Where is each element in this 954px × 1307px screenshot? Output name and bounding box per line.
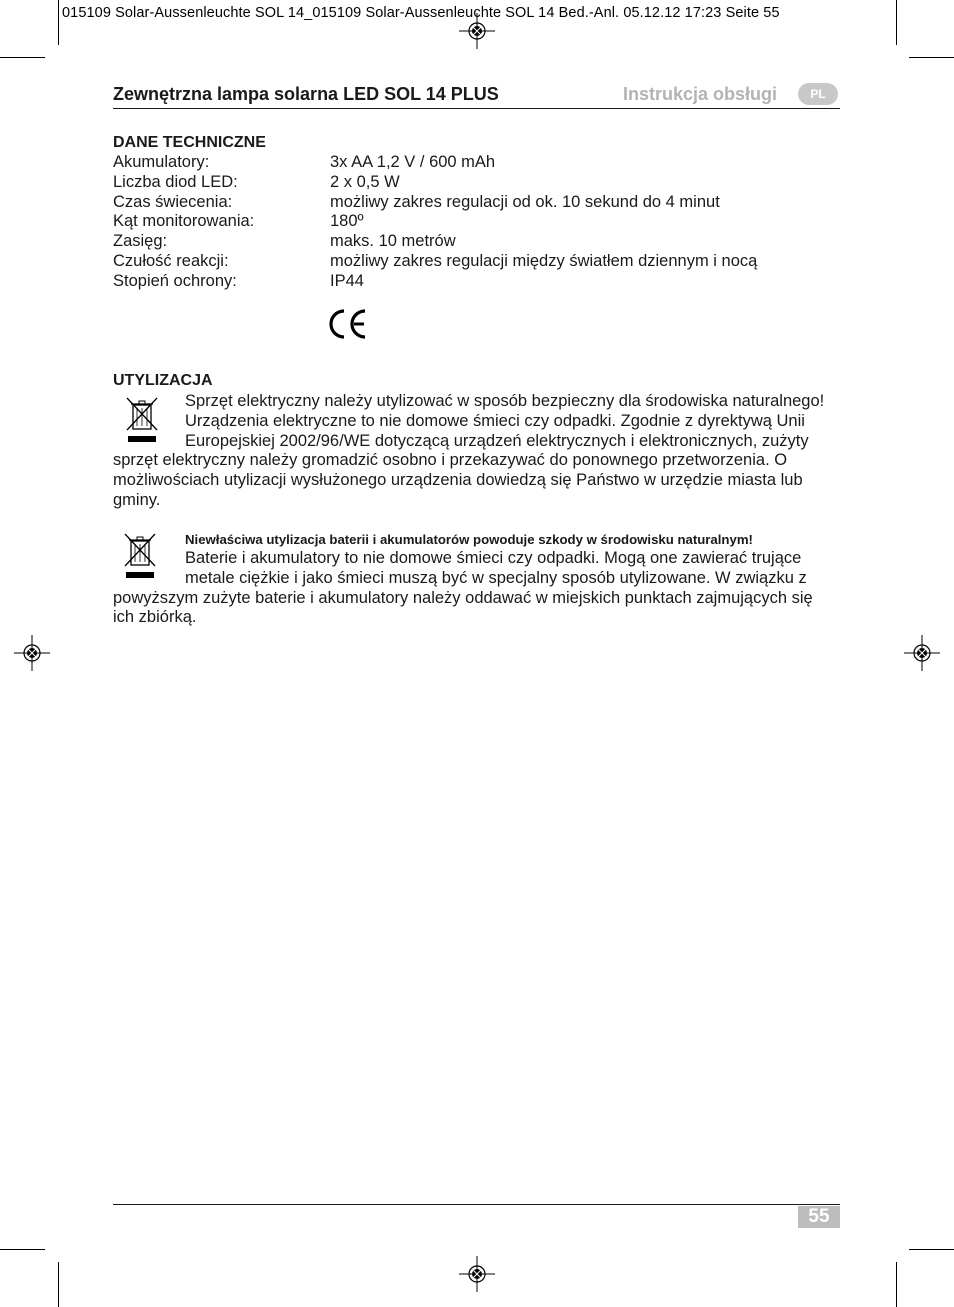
spec-label: Zasięg: [113,232,168,251]
text-line: metale ciężkie i jako śmieci muszą być w specjalny sposób utylizowane. W związku z [185,568,807,587]
text-line: możliwościach utylizacji wysłużonego urządzenia dowiedzą się Państwo w urzędzie miasta lub [113,471,803,490]
spec-label: Czas świecenia: [113,192,233,211]
registration-mark-icon [14,635,50,671]
print-slug: 015109 Solar-Aussenleuchte SOL 14_015109 Solar-Aussenleuchte SOL 14 Bed.-Anl. 05.12.12 17:23 Seite 55 [62,5,780,21]
language-badge: PL [798,83,838,105]
spec-label: Stopień ochrony: [113,271,237,290]
registration-mark-icon [904,635,940,671]
disposal-paragraph [113,392,841,511]
spec-label: Czułość reakcji: [113,251,229,270]
spec-value: 3x AA 1,2 V / 600 mAh [330,153,496,171]
battery-warning: Niewłaściwa utylizacja baterii i akumulatorów powoduje szkody w środowisku naturalnym! [185,532,753,547]
page-number: 55 [798,1206,840,1228]
page-title: Zewnętrzna lampa solarna LED SOL 14 PLUS [113,84,499,104]
spec-value: możliwy zakres regulacji od ok. 10 sekund do 4 minut [330,192,720,211]
page-subtitle: Instrukcja obsługi [623,84,778,104]
text-line: Europejskiej 2002/96/WE dotyczącą urządzeń elektrycznych i elektronicznych, zużyty [185,431,809,450]
spec-value: maks. 10 metrów [330,232,456,251]
text-line: Urządzenia elektryczne to nie domowe śmieci czy odpadki. Zgodnie z dyrektywą Unii [185,411,805,430]
spec-value: IP44 [330,271,364,290]
spec-label: Kąt monitorowania: [113,212,255,231]
text-line: Sprzęt elektryczny należy utylizować w sposób bezpieczny dla środowiska naturalnego! [185,392,825,410]
text-line: powyższym zużyte baterie i akumulatory należy oddawać w miejskich punktach zajmujących się [113,588,813,607]
registration-mark-icon [459,13,495,49]
text-line: Baterie i akumulatory to nie domowe śmieci czy odpadki. Mogą one zawierać trujące [185,549,802,567]
spec-value: 2 x 0,5 W [330,172,400,191]
footer-divider [113,1204,840,1205]
spec-value: 180º [330,212,364,231]
spec-label: Akumulatory: [113,153,210,171]
ce-mark-icon [326,308,368,340]
spec-label: Liczba diod LED: [113,172,238,191]
registration-mark-icon [459,1256,495,1292]
spec-value: możliwy zakres regulacji między światłem dziennym i nocą [330,251,758,270]
tech-heading: DANE TECHNICZNE [113,134,266,151]
text-line: ich zbiórką. [113,608,197,627]
battery-paragraph [113,531,841,628]
header-divider [113,108,840,109]
disposal-heading: UTYLIZACJA [113,372,213,389]
text-line: sprzęt elektryczny należy gromadzić osobno i przekazywać do ponownego przetworzenia. O [113,451,788,470]
text-line: gminy. [113,490,161,509]
